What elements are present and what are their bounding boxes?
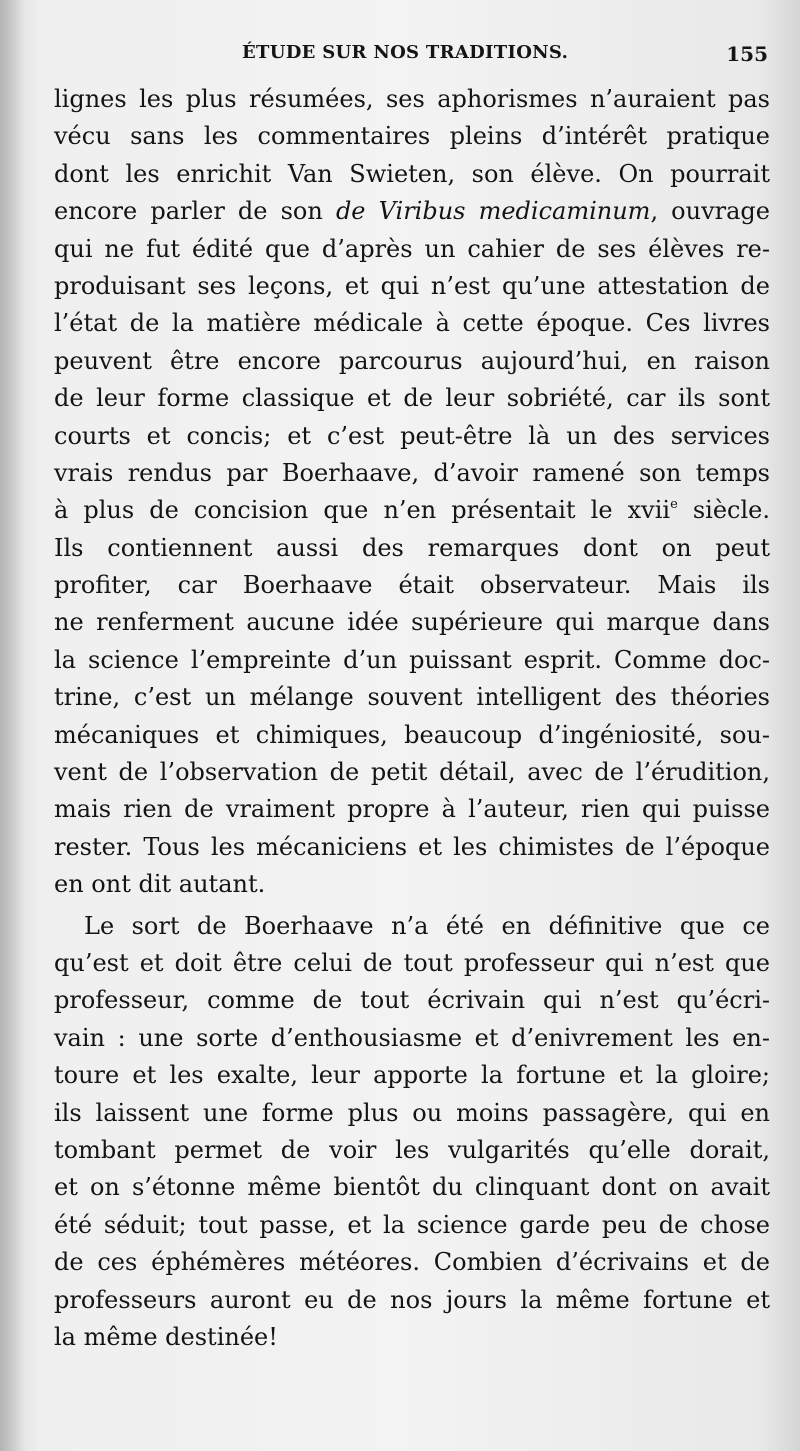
text-line: [54, 492, 770, 529]
text-line: mécaniques et chimiques, beaucoup d’ingéniosité, sou-: [54, 720, 770, 749]
page-number: 155: [726, 42, 768, 66]
text-line: de ces éphémères météores. Combien d’écrivains et de: [54, 1248, 770, 1277]
text-span: à plus de concision que n’en présentait le xvii: [54, 496, 671, 525]
text-line: Le sort de Boerhaave n’a été en définitive que ce: [84, 911, 770, 940]
text-line: mais rien de vraiment propre à l’auteur, rien qui puisse: [54, 795, 770, 824]
text-line: produisant ses leçons, et qui n’est qu’une attestation de: [54, 271, 770, 300]
text-line: vrais rendus par Boerhaave, d’avoir ramené son temps: [54, 458, 770, 487]
text-line: qu’est et doit être celui de tout professeur qui n’est que: [54, 948, 770, 977]
text-line: vécu sans les commentaires pleins d’intérêt pratique: [54, 122, 770, 151]
text-line: été séduit; tout passe, et la science garde peu de chose: [54, 1210, 770, 1239]
text-line: professeur, comme de tout écrivain qui n’est qu’écri-: [54, 986, 770, 1015]
text-span: siècle.: [677, 496, 770, 525]
text-line: rester. Tous les mécaniciens et les chimistes de l’époque: [54, 832, 770, 861]
text-line: la science l’empreinte d’un puissant esprit. Comme doc-: [54, 645, 770, 674]
text-span: , ouvrage: [650, 197, 770, 226]
running-title: ÉTUDE SUR NOS TRADITIONS.: [242, 42, 569, 63]
text-line: qui ne fut édité que d’après un cahier de ses élèves re-: [54, 234, 770, 263]
text-line: lignes les plus résumées, ses aphorismes n’auraient pas: [54, 85, 770, 113]
text-line: profiter, car Boerhaave était observateur. Mais ils: [54, 571, 770, 600]
text-span: encore parler de son: [54, 197, 336, 226]
text-line: Ils contiennent aussi des remarques dont on peut: [54, 533, 770, 562]
text-line: courts et concis; et c’est peut-être là un des services: [54, 421, 770, 450]
superscript: e: [670, 497, 678, 513]
text-line: vain : une sorte d’enthousiasme et d’enivrement les en-: [54, 1023, 770, 1052]
paragraph: [54, 908, 770, 1357]
text-line: l’état de la matière médicale à cette époque. Ces livres: [54, 309, 770, 338]
text-line: toure et les exalte, leur apporte la fortune et la gloire;: [54, 1061, 770, 1090]
body-text: [54, 81, 770, 1356]
text-line: dont les enrichit Van Swieten, son élève. On pourrait: [54, 159, 770, 188]
text-line: en ont dit autant.: [54, 870, 266, 899]
text-line: professeurs auront eu de nos jours la même fortune et: [54, 1285, 770, 1314]
text-line: peuvent être encore parcourus aujourd’hui, en raison: [54, 346, 770, 375]
text-line: ne renferment aucune idée supérieure qui marque dans: [54, 608, 770, 637]
text-line: tombant permet de voir les vulgarités qu’elle dorait,: [54, 1135, 770, 1164]
page-header: [242, 42, 768, 72]
text-line: et on s’étonne même bientôt du clinquant dont on avait: [54, 1173, 770, 1202]
paragraph: [54, 81, 770, 904]
text-line: [54, 193, 770, 230]
text-line: la même destinée!: [54, 1322, 278, 1351]
text-line: ils laissent une forme plus ou moins passagère, qui en: [54, 1098, 770, 1127]
text-line: trine, c’est un mélange souvent intelligent des théories: [54, 683, 770, 712]
italic-title: de Viribus medicaminum: [335, 197, 651, 226]
text-line: de leur forme classique et de leur sobriété, car ils sont: [54, 384, 770, 413]
text-line: vent de l’observation de petit détail, avec de l’érudition,: [54, 758, 770, 787]
